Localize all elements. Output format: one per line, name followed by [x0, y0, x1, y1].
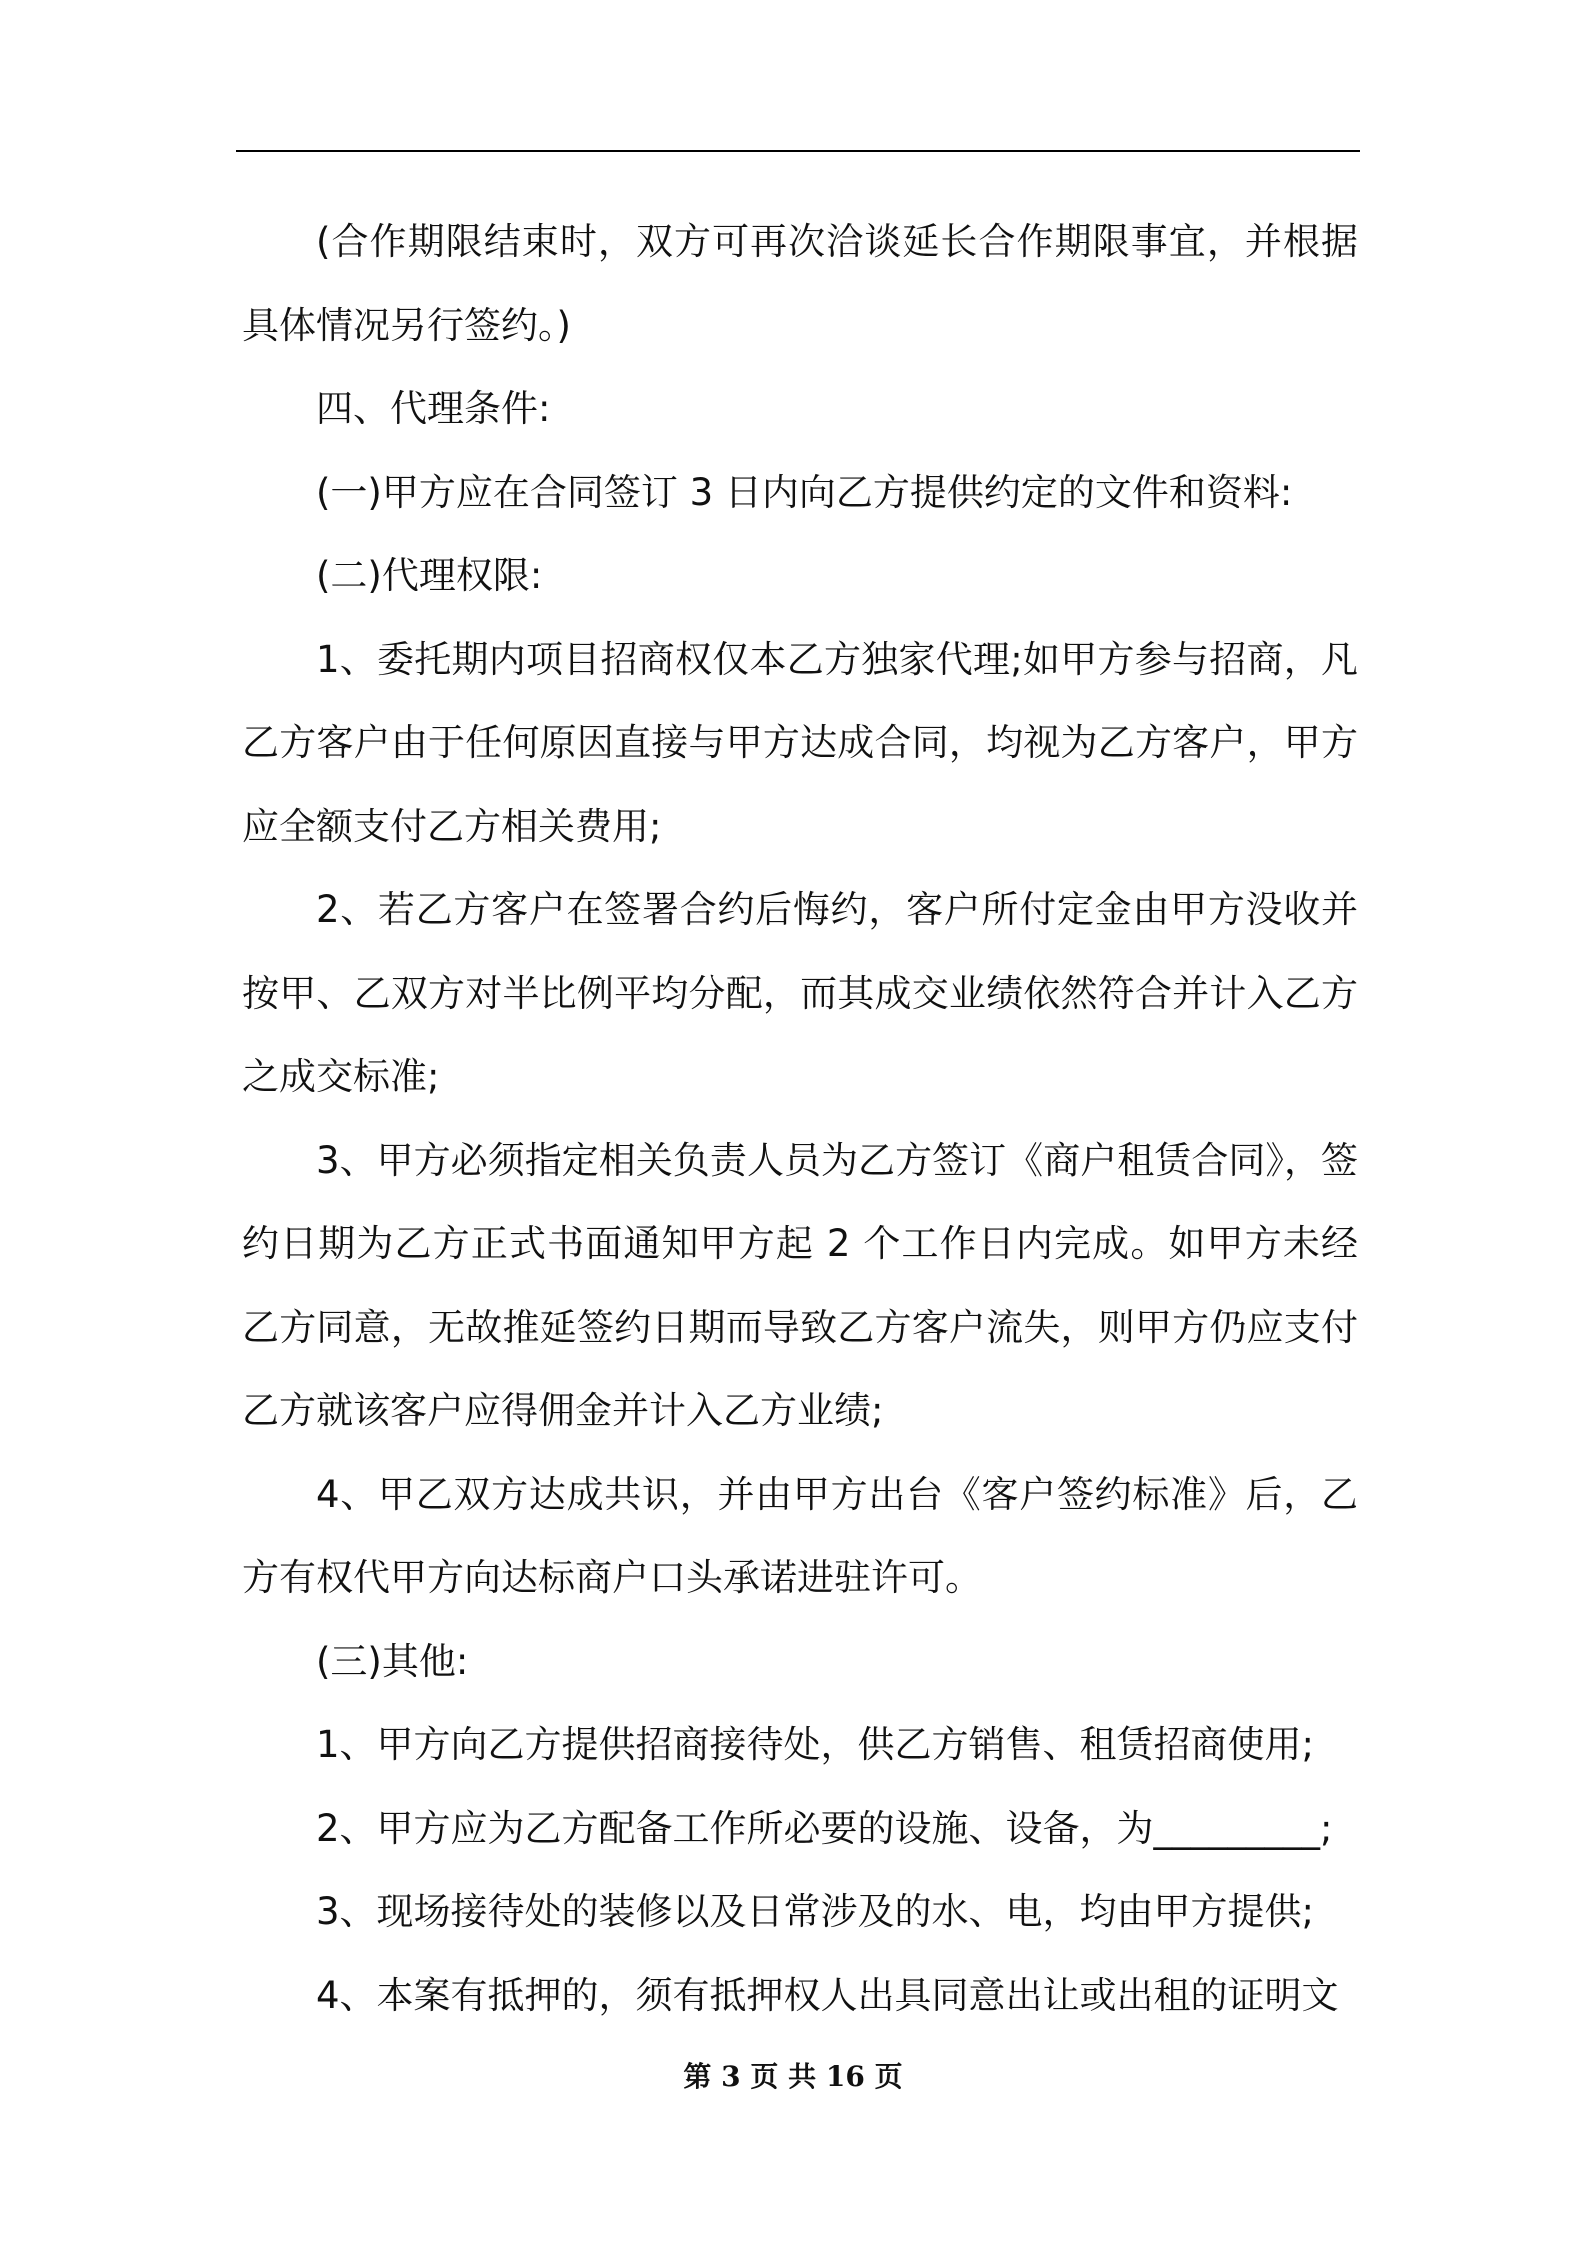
document-body	[242, 200, 1358, 2037]
paragraph-4: (二)代理权限:	[316, 554, 543, 597]
header-rule	[236, 150, 1360, 152]
paragraph-7: 3、甲方必须指定相关负责人员为乙方签订《商户租赁合同》，签约日期为乙方正式书面通知甲方起 2 个工作日内完成。如甲方未经乙方同意，无故推延签约日期而导致乙方客户流失，则甲方仍应支付乙方就该客户应得佣金并计入乙方业绩;	[242, 1138, 1358, 1432]
paragraph-11: 2、甲方应为乙方配备工作所必要的设施、设备，为_________;	[316, 1806, 1333, 1850]
paragraph-1: (合作期限结束时，双方可再次洽谈延长合作期限事宜，并根据具体情况另行签约。)	[242, 220, 1358, 347]
paragraph-8: 4、甲乙双方达成共识，并由甲方出台《客户签约标准》后，乙方有权代甲方向达标商户口头承诺进驻许可。	[242, 1472, 1358, 1599]
paragraph-2: 四、代理条件:	[316, 387, 551, 430]
page-number-footer: 第 3 页 共 16 页	[683, 2060, 903, 2093]
paragraph-9: (三)其他:	[316, 1639, 469, 1683]
paragraph-5: 1、委托期内项目招商权仅本乙方独家代理;如甲方参与招商，凡乙方客户由于任何原因直接与甲方达成合同，均视为乙方客户，甲方应全额支付乙方相关费用;	[242, 637, 1358, 848]
paragraph-6: 2、若乙方客户在签署合约后悔约，客户所付定金由甲方没收并按甲、乙双方对半比例平均分配，而其成交业绩依然符合并计入乙方之成交标准;	[242, 888, 1358, 1098]
paragraph-10: 1、甲方向乙方提供招商接待处，供乙方销售、租赁招商使用;	[316, 1723, 1315, 1766]
paragraph-13: 4、本案有抵押的，须有抵押权人出具同意出让或出租的证明文	[316, 1973, 1339, 2017]
paragraph-12: 3、现场接待处的装修以及日常涉及的水、电，均由甲方提供;	[316, 1890, 1315, 1933]
paragraph-3: (一)甲方应在合同签订 3 日内向乙方提供约定的文件和资料:	[316, 470, 1293, 514]
